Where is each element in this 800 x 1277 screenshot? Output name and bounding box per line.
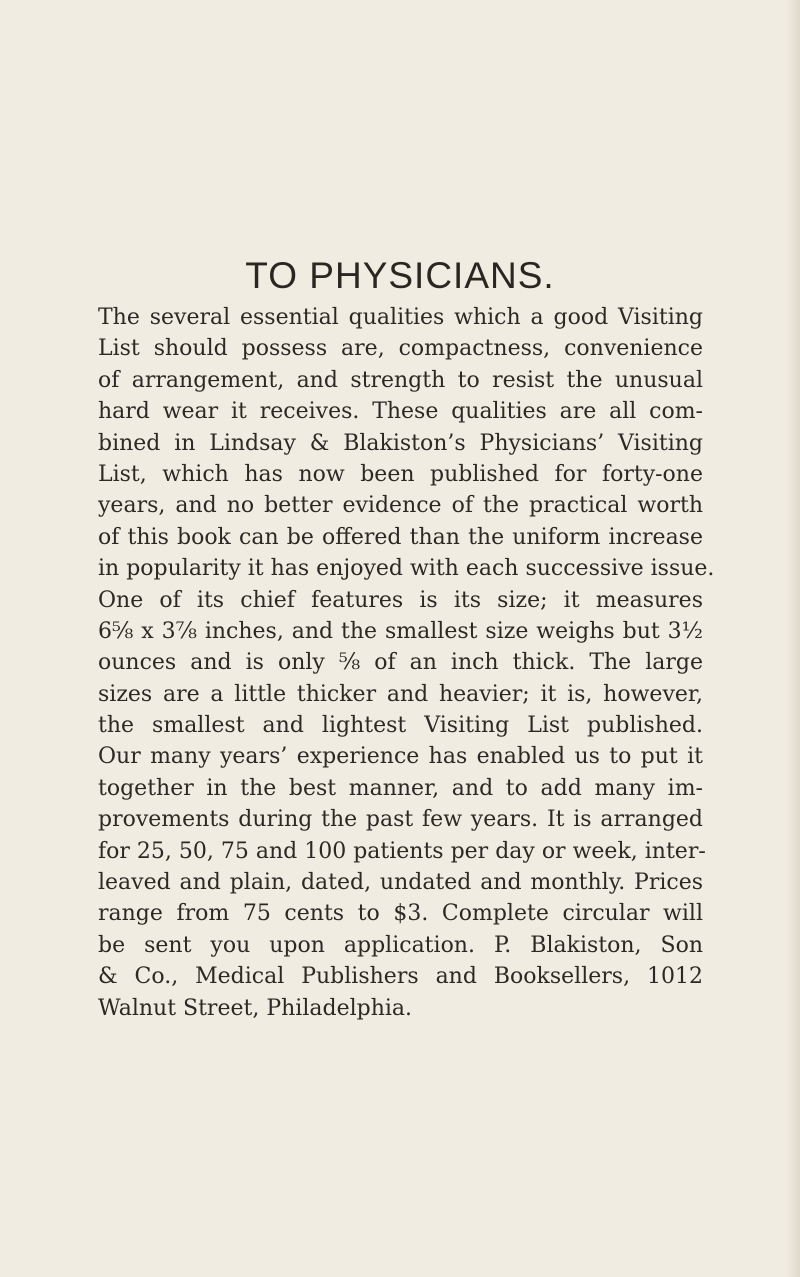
- text-line: List should possess are, compactness, convenience: [98, 336, 703, 362]
- text-line: years, and no better evidence of the practical worth: [98, 493, 703, 519]
- text-line: bined in Lindsay & Blakiston’s Physicians’ Visiting: [98, 430, 703, 456]
- text-line: List, which has now been published for forty-one: [98, 461, 703, 487]
- text-line: sizes are a little thicker and heavier; it is, however,: [98, 681, 703, 707]
- text-line: One of its chief features is its size; it measures: [98, 587, 703, 613]
- text-line: together in the best manner, and to add many im-: [98, 775, 703, 801]
- text-line: provements during the past few years. It is arranged: [98, 807, 703, 833]
- text-line: & Co., Medical Publishers and Booksellers, 1012: [98, 964, 703, 990]
- text-line: the smallest and lightest Visiting List published.: [98, 713, 703, 739]
- text-line: leaved and plain, dated, undated and monthly. Prices: [98, 870, 703, 896]
- page-edge-shadow: [786, 0, 800, 1277]
- text-line: for 25, 50, 75 and 100 patients per day or week, inter-: [98, 838, 706, 864]
- text-line: Walnut Street, Philadelphia.: [98, 995, 413, 1021]
- text-line: of arrangement, and strength to resist the unusual: [98, 367, 703, 393]
- text-line: be sent you upon application. P. Blakiston, Son: [98, 932, 703, 958]
- text-line: range from 75 cents to $3. Complete circular will: [98, 901, 703, 927]
- text-line: The several essential qualities which a good Visiting: [98, 305, 703, 330]
- body-paragraph: [98, 302, 715, 1024]
- text-line: hard wear it receives. These qualities are all com-: [98, 399, 703, 425]
- text-line: ounces and is only ⅝ of an inch thick. The large: [98, 650, 703, 676]
- page-title: TO PHYSICIANS.: [245, 255, 555, 296]
- text-line: Our many years’ experience has enabled us to put it: [98, 744, 703, 770]
- text-line: 6⅝ x 3⅞ inches, and the smallest size weighs but 3½: [98, 618, 703, 644]
- text-line: in popularity it has enjoyed with each successive issue.: [98, 556, 715, 582]
- text-line: of this book can be offered than the uniform increase: [98, 524, 703, 550]
